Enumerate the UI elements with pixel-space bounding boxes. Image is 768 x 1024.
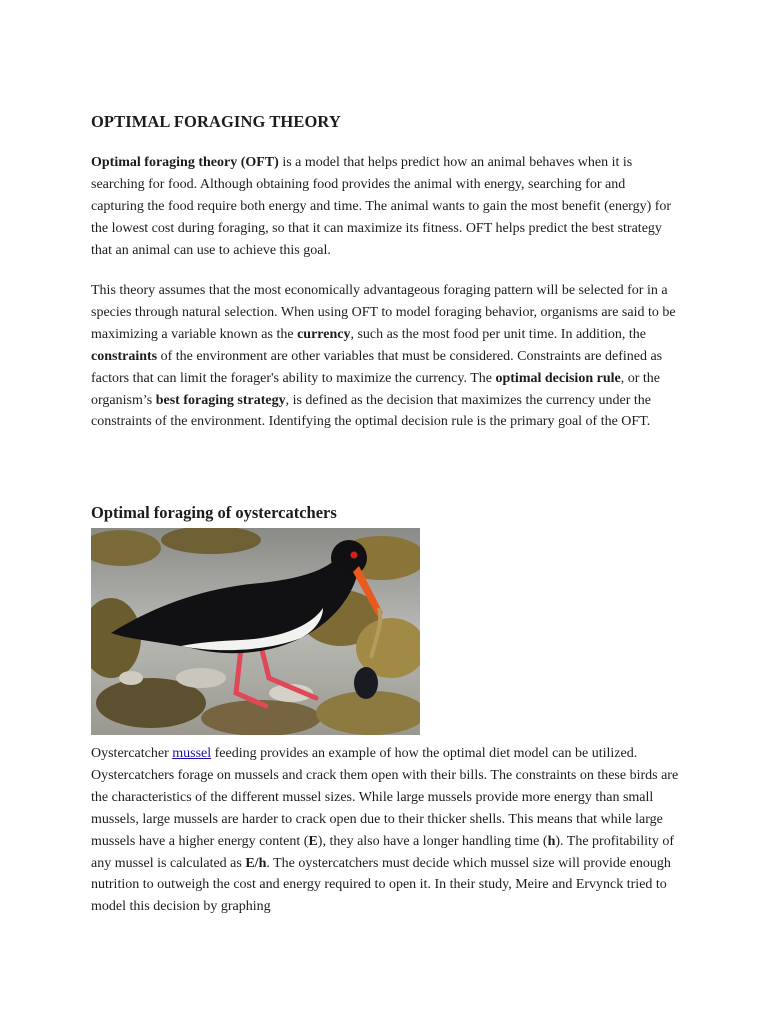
oft-term: Optimal foraging theory (OFT) — [91, 155, 279, 170]
energy-symbol: E — [308, 833, 318, 849]
oystercatcher-paragraph: Oystercatcher mussel feeding provides an example of how the optimal diet model can be utilized. Oystercatchers forage on mussels and crack them open with their bills. The constraints on these birds are the characteristics of the different mussel sizes. While large mussels provide more energy than small mussels, large mussels are harder to crack open due to their thicker shells. This means that while large mussels have a higher energy content (E), they also have a longer handling time (h). The profitability of any mussel is calculated as E/h. The oystercatchers must decide which mussel size will provide enough nutrition to outweigh the cost and energy required to open it. In their study, Meire and Ervynck tried to model this decision by graphing — [91, 746, 679, 915]
optimal-decision-rule-term: optimal decision rule — [495, 370, 621, 386]
theory-paragraph: This theory assumes that the most economically advantageous foraging pattern will be selected for in a species through natural selection. When using OFT to model foraging behavior, organisms are said to be maximizing a variable known as the currency, such as the most food per unit time. In addition, the constraints of the environment are other variables that must be considered. Constraints are defined as factors that can limit the forager's ability to maximize the currency. The optimal decision rule, or the organism’s best foraging strategy, is defined as the decision that maximizes the currency under the constraints of the environment. Identifying the optimal decision rule is the primary goal of the OFT. — [91, 283, 676, 430]
constraints-term: constraints — [91, 348, 158, 364]
profitability-formula: E/h — [245, 855, 267, 871]
section-heading: Optimal foraging of oystercatchers — [91, 503, 337, 522]
currency-term: currency — [297, 326, 351, 342]
best-foraging-strategy-term: best foraging strategy — [155, 392, 286, 408]
mussel-link[interactable]: mussel — [172, 746, 212, 761]
oystercatcher-photo — [91, 528, 420, 735]
page-title: OPTIMAL FORAGING THEORY — [91, 112, 341, 131]
handling-time-symbol: h — [547, 833, 556, 849]
intro-paragraph: Optimal foraging theory (OFT) is a model that helps predict how an animal behaves when it is searching for food. Although obtaining food provides the animal with energy, searching for and capturing the food require both energy and time. The animal wants to gain the most benefit (energy) for the lowest cost during foraging, so that it can maximize its fitness. OFT helps predict the best strategy that an animal can use to achieve this goal. — [91, 155, 672, 258]
